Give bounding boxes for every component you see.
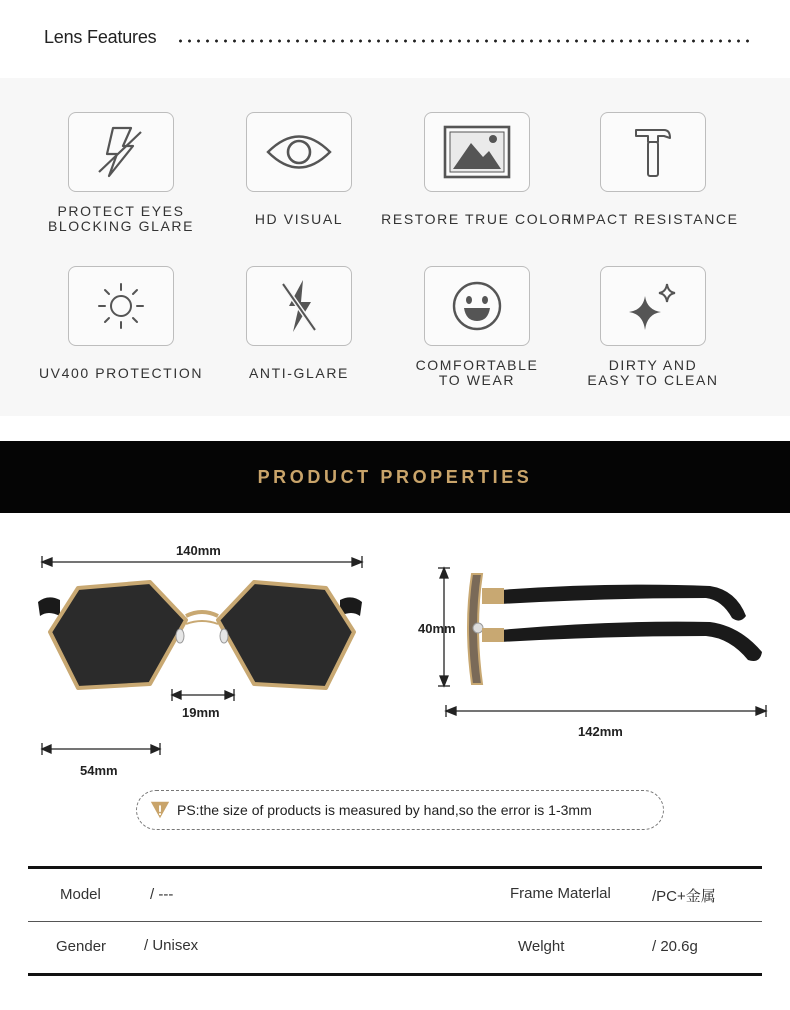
sparkle-icon (600, 266, 706, 346)
spec-label-gender: Gender (56, 938, 107, 955)
lens-features-title: Lens Features (44, 27, 157, 47)
table-row-divider (28, 921, 762, 922)
feature-label (199, 212, 399, 227)
feature-label (21, 204, 221, 234)
measurement-note-text: PS:the size of products is measured by hand,so the error is 1-3mm (177, 802, 592, 818)
feature-label (199, 366, 399, 381)
feature-label (377, 212, 577, 227)
product-properties-title: PRODUCT PROPERTIES (257, 466, 533, 487)
table-top-rule (28, 866, 762, 869)
dimension-height: 40mm (418, 621, 456, 636)
spec-value-gender: / Unisex (144, 937, 199, 954)
feature-label-line: BLOCKING GLARE (47, 218, 195, 234)
lens-features-header (0, 0, 790, 70)
warning-icon (149, 799, 171, 821)
feature-label (21, 366, 221, 381)
feature-uv400 (21, 266, 221, 396)
feature-label-line: COMFORTABLE (415, 357, 539, 373)
dimension-bridge: 19mm (182, 705, 220, 720)
spec-label-frame-material: Frame Materlal (510, 885, 611, 902)
side-view-diagram (410, 560, 790, 730)
feature-label-line: HD VISUAL (254, 211, 344, 227)
feature-label (553, 212, 753, 227)
spec-value-model: / --- (150, 886, 174, 903)
feature-label-line: UV400 PROTECTION (38, 365, 204, 381)
measurement-note (136, 790, 664, 830)
spec-value-frame-material: /PC+金属 (652, 888, 716, 905)
feature-anti-glare (199, 266, 399, 396)
dimension-total-width: 140mm (176, 543, 221, 558)
landscape-image-icon (424, 112, 530, 192)
feature-label (377, 358, 577, 388)
anti-glare-bolt-icon (246, 266, 352, 346)
spec-label-weight: Welght (518, 938, 565, 955)
dimension-temple-length: 142mm (578, 724, 623, 739)
feature-label-line: RESTORE TRUE COLOR (381, 211, 573, 227)
feature-comfortable (377, 266, 577, 396)
feature-label-line: DIRTY AND (608, 357, 698, 373)
feature-label-line: ANTI-GLARE (248, 365, 349, 381)
smiley-icon (424, 266, 530, 346)
feature-label-line: TO WEAR (438, 372, 516, 388)
dimension-lens-width: 54mm (80, 763, 118, 778)
spec-value-weight: / 20.6g (652, 938, 698, 955)
feature-label-line: IMPACT RESISTANCE (567, 211, 739, 227)
feature-label (553, 358, 753, 388)
lightning-slash-icon (68, 112, 174, 192)
product-properties-banner (0, 441, 790, 513)
lens-features-panel (0, 78, 790, 416)
sun-icon (68, 266, 174, 346)
feature-protect-eyes (21, 112, 221, 242)
eye-icon (246, 112, 352, 192)
table-bottom-rule (28, 973, 762, 976)
feature-label-line: PROTECT EYES (57, 203, 185, 219)
feature-impact-resistance (553, 112, 753, 242)
feature-hd-visual (199, 112, 399, 242)
front-view-diagram (0, 520, 400, 790)
feature-label-line: EASY TO CLEAN (587, 372, 719, 388)
dotted-divider (176, 38, 754, 44)
spec-label-model: Model (60, 886, 101, 903)
feature-restore-true-color (377, 112, 577, 242)
hammer-icon (600, 112, 706, 192)
feature-easy-clean (553, 266, 753, 396)
